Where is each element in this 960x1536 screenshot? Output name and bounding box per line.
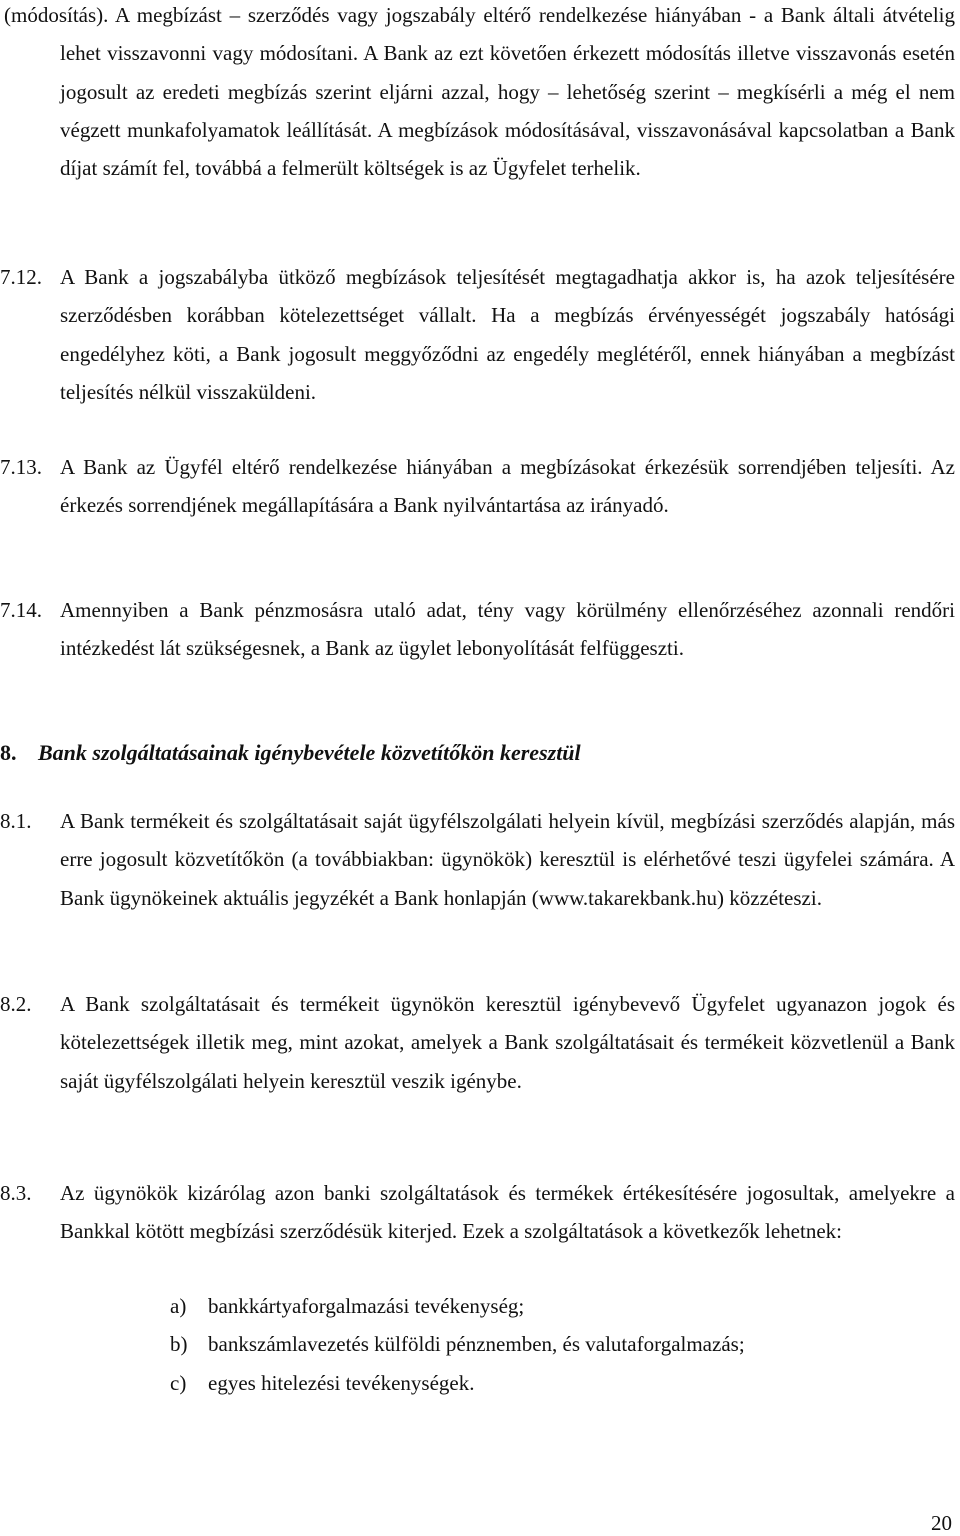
paragraph-8-3: Az ügynökök kizárólag azon banki szolgáltatások és termékek értékesítésére jogosultak, amelyekre a Bankkal kötött megbízási szerződésük kiterjed. Ezek a szolgáltatások a következők lehetnek: [60, 1181, 955, 1244]
list-item-text: egyes hitelezési tevékenységek. [208, 1371, 475, 1395]
section-8-title: Bank szolgáltatásainak igénybevétele közvetítőkön keresztül [38, 740, 581, 765]
list-marker: c) [170, 1371, 187, 1395]
section-number-8-3: 8.3. [0, 1181, 32, 1205]
list-marker: a) [170, 1294, 187, 1318]
continuation-paragraph: (módosítás). A megbízást – szerződés vagy jogszabály eltérő rendelkezése hiányában - a Bank általi átvételig lehet visszavonni vagy módosítani. A Bank az ezt követően érkezett módosítás illetve visszavonás esetén jogosult az eredeti megbízás szerint eljárni azzal, hogy – lehetőség szerint – megkísérli a még el nem végzett munkafolyamatok leállítását. A megbízások módosításával, visszavonásával kapcsolatban a Bank díjat számít fel, továbbá a felmerült költségek is az Ügyfelet terhelik. [4, 3, 955, 181]
list-item-text: bankszámlavezetés külföldi pénznemben, és valutaforgalmazás; [208, 1332, 745, 1356]
paragraph-7-14: Amennyiben a Bank pénzmosásra utaló adat, tény vagy körülmény ellenőrzéséhez azonnali rendőri intézkedést lát szükségesnek, a Bank az ügylet lebonyolítását felfüggeszti. [60, 598, 955, 661]
section-number-7-13: 7.13. [0, 455, 42, 479]
section-number-7-14: 7.14. [0, 598, 42, 622]
paragraph-8-2: A Bank szolgáltatásait és termékeit ügynökön keresztül igénybevevő Ügyfelet ugyanazon jogok és kötelezettségek illetik meg, mint azokat, amelyek a Bank szolgáltatásait és termékeit közvetlenül a Bank saját ügyfélszolgálati helyein keresztül veszik igénybe. [60, 992, 955, 1093]
section-8-number: 8. [0, 740, 17, 765]
list-marker: b) [170, 1332, 188, 1356]
paragraph-8-1: A Bank termékeit és szolgáltatásait saját ügyfélszolgálati helyein kívül, megbízási szerződés alapján, más erre jogosult közvetítőkön (a továbbiakban: ügynökök) keresztül is elérhetővé teszi ügyfelei számára. A Bank ügynökeinek aktuális jegyzékét a Bank honlapján (www.takarekbank.hu) közzéteszi. [60, 809, 955, 910]
section-number-8-2: 8.2. [0, 992, 32, 1016]
list-item [170, 1325, 745, 1363]
section-number-8-1: 8.1. [0, 809, 32, 833]
list-item [170, 1287, 524, 1325]
list-item [170, 1364, 474, 1402]
list-item-text: bankkártyaforgalmazási tevékenység; [208, 1294, 525, 1318]
paragraph-7-13: A Bank az Ügyfél eltérő rendelkezése hiányában a megbízásokat érkezésük sorrendjében teljesíti. Az érkezés sorrendjének megállapítására a Bank nyilvántartása az irányadó. [60, 455, 955, 518]
page-number: 20 [931, 1511, 952, 1535]
paragraph-7-12: A Bank a jogszabályba ütköző megbízások teljesítését megtagadhatja akkor is, ha azok teljesítésére szerződésben korábban kötelezettséget vállalt. Ha a megbízás érvényességét jogszabály hatósági engedélyhez köti, a Bank jogosult meggyőződni az engedély meglétéről, ennek hiányában a megbízást teljesítés nélkül visszaküldeni. [60, 265, 955, 404]
section-number-7-12: 7.12. [0, 265, 42, 289]
